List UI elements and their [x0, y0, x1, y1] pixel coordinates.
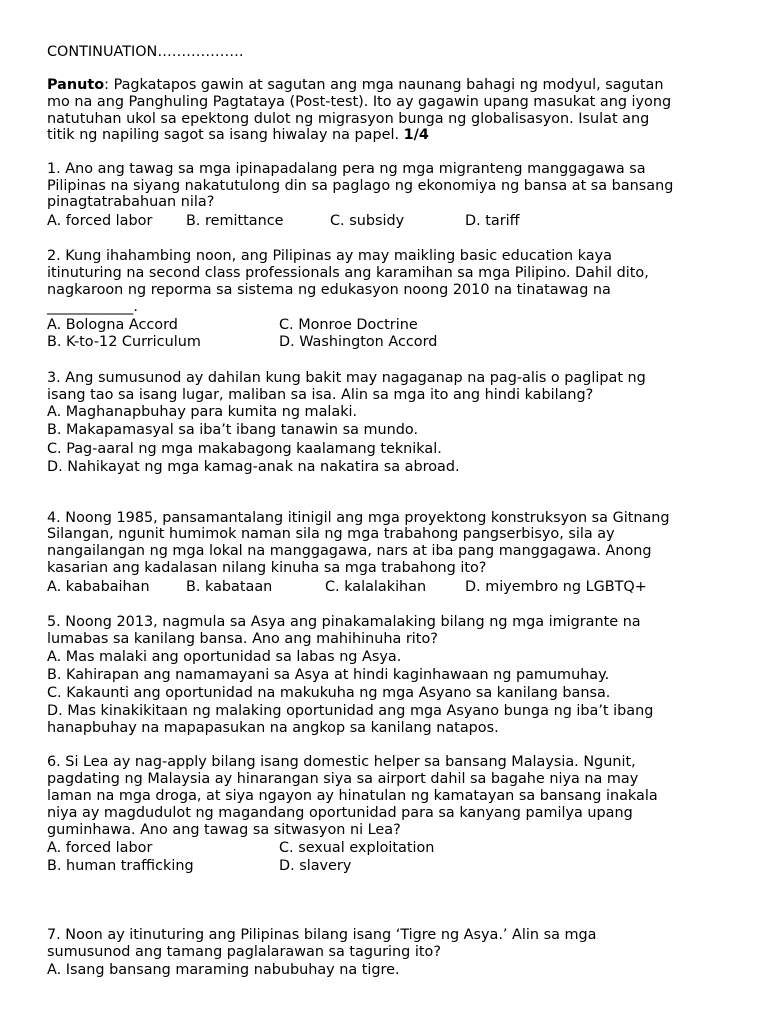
question-1-line: Pilipinas na siyang nakatutulong din sa paglago ng ekonomiya ng bansa at sa bansang	[47, 178, 674, 194]
question-1-option-a: A. forced labor	[47, 213, 153, 229]
continuation-header: CONTINUATION………………	[47, 44, 244, 60]
question-5-option-a: A. Mas malaki ang oportunidad sa labas ng Asya.	[47, 649, 402, 665]
question-2-line: itinuturing na second class professionals ang karamihan sa mga Pilipino. Dahil dito,	[47, 265, 649, 281]
question-6-option-d: D. slavery	[279, 858, 352, 874]
question-6-line: pagdating ng Malaysia ay hinarangan siya sa airport dahil sa bagahe niya na may	[47, 771, 639, 787]
question-5-line: 5. Noong 2013, nagmula sa Asya ang pinakamalaking bilang ng mga imigrante na	[47, 614, 641, 630]
question-4-line: Silangan, ngunit humimok naman sila ng mga trabahong pangserbisyo, sila ay	[47, 526, 615, 542]
instructions-line-2: mo na ang Panghuling Pagtataya (Post-test). Ito ay gagawin upang masukat ang iyong	[47, 94, 672, 110]
question-6-line: niya ay magdudulot ng magandang oportunidad para sa kanyang pamilya upang	[47, 805, 633, 821]
question-3-option-d: D. Nahikayat ng mga kamag-anak na nakatira sa abroad.	[47, 459, 460, 475]
question-7-option-a: A. Isang bansang maraming nabubuhay na tigre.	[47, 962, 400, 978]
question-4-option-b: B. kabataan	[186, 579, 273, 595]
instructions-line-4: titik ng napiling sagot sa isang hiwalay na papel. 1/4	[47, 127, 429, 143]
question-2-line: nagkaroon ng reporma sa sistema ng edukasyon noong 2010 na tinatawag na	[47, 282, 611, 298]
question-6-line: 6. Si Lea ay nag-apply bilang isang domestic helper sa bansang Malaysia. Ngunit,	[47, 754, 636, 770]
question-1-option-c: C. subsidy	[330, 213, 405, 229]
question-6-option-a: A. forced labor	[47, 840, 153, 856]
question-7-line: sumusunod ang tamang paglalarawan sa taguring ito?	[47, 944, 441, 960]
instructions-line-1: Panuto: Pagkatapos gawin at sagutan ang mga naunang bahagi ng modyul, sagutan	[47, 77, 664, 93]
question-1-option-b: B. remittance	[186, 213, 284, 229]
question-3-option-c: C. Pag-aaral ng mga makabagong kaalamang teknikal.	[47, 441, 442, 457]
page-marker: 1/4	[403, 127, 429, 143]
question-6-option-b: B. human trafficking	[47, 858, 194, 874]
question-6-line: guminhawa. Ano ang tawag sa sitwasyon ni Lea?	[47, 822, 401, 838]
question-5-option-d: D. Mas kinakikitaan ng malaking oportunidad ang mga Asyano bunga ng iba’t ibang	[47, 703, 654, 719]
question-4-line: nangailangan ng mga lokal na manggagawa, nars at iba pang manggagawa. Anong	[47, 543, 652, 559]
question-4-option-d: D. miyembro ng LGBTQ+	[465, 579, 647, 595]
question-1-line: 1. Ano ang tawag sa mga ipinapadalang pera ng mga migranteng manggagawa sa	[47, 161, 646, 177]
question-3-line: 3. Ang sumusunod ay dahilan kung bakit may nagaganap na pag-alis o paglipat ng	[47, 370, 646, 386]
question-1-line: pinagtatrabahuan nila?	[47, 194, 215, 210]
question-4-line: kasarian ang kadalasan nilang kinuha sa mga trabahong ito?	[47, 560, 487, 576]
question-4-option-a: A. kababaihan	[47, 579, 150, 595]
question-2-option-c: C. Monroe Doctrine	[279, 317, 418, 333]
question-5-option-d-continued: hanapbuhay na mapapasukan na angkop sa kanilang natapos.	[47, 720, 499, 736]
question-2-line: ____________.	[47, 299, 138, 315]
question-5-line: lumabas sa kanilang bansa. Ano ang mahihinuha rito?	[47, 631, 438, 647]
question-4-option-c: C. kalalakihan	[325, 579, 427, 595]
question-2-option-b: B. K-to-12 Curriculum	[47, 334, 201, 350]
question-2-option-a: A. Bologna Accord	[47, 317, 178, 333]
question-3-option-b: B. Makapamasyal sa iba’t ibang tanawin sa mundo.	[47, 422, 419, 438]
question-5-option-c: C. Kakaunti ang oportunidad na makukuha ng mga Asyano sa kanilang bansa.	[47, 685, 611, 701]
question-6-option-c: C. sexual exploitation	[279, 840, 435, 856]
instructions-label: Panuto	[47, 77, 105, 93]
question-5-option-b: B. Kahirapan ang namamayani sa Asya at hindi kaginhawaan ng pamumuhay.	[47, 667, 610, 683]
question-4-line: 4. Noong 1985, pansamantalang itinigil ang mga proyektong konstruksyon sa Gitnang	[47, 510, 670, 526]
question-2-option-d: D. Washington Accord	[279, 334, 438, 350]
question-6-line: laman na mga droga, at siya ngayon ay hinatulan ng kamatayan sa bansang inakala	[47, 788, 658, 804]
question-2-line: 2. Kung ihahambing noon, ang Pilipinas ay may maikling basic education kaya	[47, 248, 612, 264]
question-3-option-a: A. Maghanapbuhay para kumita ng malaki.	[47, 404, 358, 420]
instructions-line-3: natutuhan ukol sa epektong dulot ng migrasyon bunga ng globalisasyon. Isulat ang	[47, 111, 650, 127]
question-7-line: 7. Noon ay itinuturing ang Pilipinas bilang isang ‘Tigre ng Asya.’ Alin sa mga	[47, 927, 597, 943]
question-3-line: isang tao sa isang lugar, maliban sa isa. Alin sa mga ito ang hindi kabilang?	[47, 387, 594, 403]
question-1-option-d: D. tariff	[465, 213, 520, 229]
